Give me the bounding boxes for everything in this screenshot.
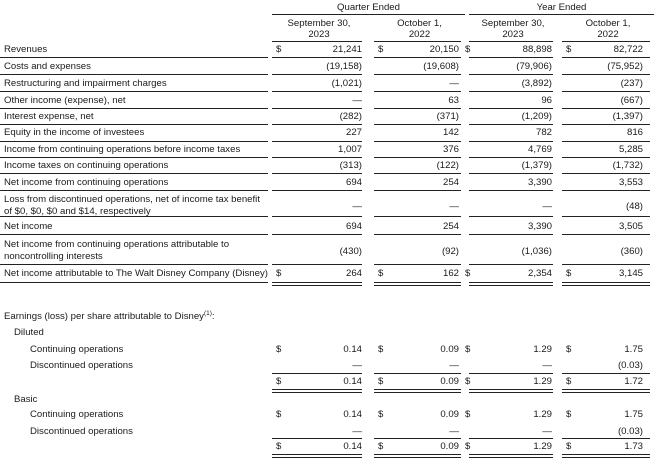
row-value: (1,036) (521, 246, 552, 257)
eps-basic-discontinued-value: — (542, 426, 552, 437)
eps-basic-total-value: 0.14 (343, 441, 362, 452)
eps-basic-total-value: 1.73 (624, 441, 643, 452)
row-value: (1,209) (521, 111, 552, 122)
currency-symbol: $ (378, 441, 384, 452)
row-label-line2: noncontrolling interests (4, 251, 103, 262)
total-double-rule-b-1 (374, 285, 461, 286)
column-header-rule-3 (469, 41, 553, 42)
row-label-rule-11 (0, 264, 268, 265)
currency-symbol: $ (378, 409, 384, 420)
row-label: Equity in the income of investees (4, 127, 145, 138)
eps-diluted-subtotal-rule-3 (562, 373, 650, 374)
currency-symbol: $ (378, 268, 384, 279)
currency-symbol: $ (566, 376, 572, 387)
eps-basic-label: Basic (14, 394, 38, 405)
eps-diluted-continuing-value: 1.29 (533, 344, 552, 355)
row-rule-5-0 (272, 141, 362, 142)
row-value: 227 (345, 127, 362, 138)
row-label-rule-9 (0, 216, 268, 217)
row-value: 264 (345, 268, 362, 279)
eps-basic-total-rule-a-0 (272, 454, 362, 455)
currency-symbol: $ (465, 409, 471, 420)
row-label-rule-10 (0, 234, 268, 235)
row-value: (92) (441, 246, 459, 257)
eps-basic-total-rule-a-3 (562, 454, 650, 455)
eps-diluted-discontinued-value: (0.03) (617, 360, 643, 371)
row-rule-3-3 (562, 108, 650, 109)
row-value: 694 (345, 177, 362, 188)
row-rule-4-2 (469, 124, 553, 125)
row-label: Net income from continuing operations (4, 177, 169, 188)
eps-diluted-continuing-value: 1.75 (624, 344, 643, 355)
row-value: 20,150 (429, 44, 459, 55)
row-value: (360) (620, 246, 643, 257)
row-value: 3,390 (527, 221, 552, 232)
currency-symbol: $ (465, 268, 471, 279)
row-rule-8-2 (469, 190, 553, 191)
eps-diluted-subtotal-rule-1 (374, 373, 461, 374)
row-value: (19,158) (326, 61, 362, 72)
row-value: 376 (442, 144, 459, 155)
currency-symbol: $ (276, 44, 282, 55)
total-double-rule-b-2 (469, 285, 553, 286)
currency-symbol: $ (566, 441, 572, 452)
row-rule-4-3 (562, 124, 650, 125)
row-rule-6-2 (469, 157, 553, 158)
row-rule-8-1 (374, 190, 461, 191)
header-quarter-rule (272, 14, 465, 15)
row-value: 63 (448, 95, 459, 106)
row-rule-10-3 (562, 234, 650, 235)
currency-symbol: $ (276, 441, 282, 452)
row-rule-2-3 (562, 91, 650, 92)
eps-diluted-total-rule-a-1 (374, 389, 461, 390)
row-rule-7-1 (374, 173, 461, 174)
row-rule-2-1 (374, 91, 461, 92)
row-rule-3-1 (374, 108, 461, 109)
currency-symbol: $ (465, 344, 471, 355)
row-rule-1-3 (562, 74, 650, 75)
total-double-rule-a-0 (272, 282, 362, 283)
row-value: (1,732) (612, 160, 643, 171)
row-label: Net income (4, 221, 53, 232)
row-rule-7-0 (272, 173, 362, 174)
row-label: Interest expense, net (4, 111, 94, 122)
row-rule-2-2 (469, 91, 553, 92)
row-value: 782 (535, 127, 552, 138)
row-rule-11-1 (374, 264, 461, 265)
row-label-rule-0 (0, 57, 268, 58)
column-header-date-3: September 30, (481, 18, 545, 29)
row-label-rule-1 (0, 74, 268, 75)
currency-symbol: $ (378, 44, 384, 55)
row-rule-0-0 (272, 57, 362, 58)
column-header-year-3: 2023 (502, 29, 524, 40)
row-label-rule-2 (0, 91, 268, 92)
row-label: Income from continuing operations before income taxes (4, 144, 241, 155)
eps-diluted-discontinued-value: — (449, 360, 459, 371)
eps-diluted-total-value: 1.29 (533, 376, 552, 387)
row-value: (371) (436, 111, 459, 122)
eps-diluted-continuing-value: 0.14 (343, 344, 362, 355)
currency-symbol: $ (378, 376, 384, 387)
eps-diluted-label: Diluted (14, 327, 44, 338)
row-rule-10-1 (374, 234, 461, 235)
total-double-rule-a-2 (469, 282, 553, 283)
row-value: (1,379) (521, 160, 552, 171)
header-year-rule (469, 14, 654, 15)
row-value: 4,769 (527, 144, 552, 155)
eps-diluted-total-rule-a-2 (469, 389, 553, 390)
row-label-rule-6 (0, 157, 268, 158)
row-rule-8-3 (562, 190, 650, 191)
currency-symbol: $ (276, 268, 282, 279)
row-label-rule-8 (0, 190, 268, 191)
eps-diluted-discontinued-value: — (542, 360, 552, 371)
row-rule-5-3 (562, 141, 650, 142)
row-rule-2-0 (272, 91, 362, 92)
eps-basic-continuing-label: Continuing operations (30, 409, 124, 420)
row-rule-1-1 (374, 74, 461, 75)
eps-diluted-total-value: 0.09 (440, 376, 459, 387)
row-label: Net income attributable to The Walt Disney Company (Disney) (4, 268, 268, 279)
eps-diluted-total-rule-b-0 (272, 392, 362, 393)
row-rule-1-2 (469, 74, 553, 75)
row-label-rule-4 (0, 124, 268, 125)
eps-diluted-total-value: 1.72 (624, 376, 643, 387)
column-header-rule-1 (272, 41, 362, 42)
row-value: (313) (339, 160, 362, 171)
eps-basic-total-rule-b-3 (562, 457, 650, 458)
eps-diluted-subtotal-rule-0 (272, 373, 362, 374)
eps-basic-total-value: 1.29 (533, 441, 552, 452)
row-value: (237) (620, 78, 643, 89)
row-value: — (449, 78, 459, 89)
column-header-date-4: October 1, (585, 18, 631, 29)
total-label-rule (0, 282, 268, 283)
row-rule-3-0 (272, 108, 362, 109)
row-label-line1: Loss from discontinued operations, net of income tax benefit (4, 194, 260, 205)
eps-diluted-total-rule-b-3 (562, 392, 650, 393)
currency-symbol: $ (465, 44, 471, 55)
currency-symbol: $ (566, 409, 572, 420)
row-rule-11-0 (272, 264, 362, 265)
total-double-rule-a-1 (374, 282, 461, 283)
eps-section-title (4, 310, 215, 322)
eps-diluted-discontinued-label: Discontinued operations (30, 360, 133, 371)
eps-title-footnote: (1) (203, 310, 212, 317)
eps-diluted-discontinued-value: — (352, 360, 362, 371)
row-rule-10-0 (272, 234, 362, 235)
row-value: 3,390 (527, 177, 552, 188)
currency-symbol: $ (378, 344, 384, 355)
row-value: (79,906) (516, 61, 552, 72)
eps-title-suffix: : (211, 311, 215, 323)
eps-basic-total-rule-a-1 (374, 454, 461, 455)
eps-diluted-continuing-label: Continuing operations (30, 344, 124, 355)
row-value: — (449, 201, 459, 212)
row-rule-4-1 (374, 124, 461, 125)
eps-basic-total-value: 0.09 (440, 441, 459, 452)
eps-basic-subtotal-rule-0 (272, 438, 362, 439)
row-value: 5,285 (618, 144, 643, 155)
column-header-year-4: 2022 (597, 29, 619, 40)
eps-diluted-total-rule-b-2 (469, 392, 553, 393)
row-value: 162 (442, 268, 459, 279)
row-rule-6-0 (272, 157, 362, 158)
currency-symbol: $ (276, 409, 282, 420)
eps-basic-continuing-value: 1.29 (533, 409, 552, 420)
row-value: (1,397) (612, 111, 643, 122)
row-rule-0-1 (374, 57, 461, 58)
column-header-date-2: October 1, (397, 18, 442, 29)
eps-diluted-total-rule-a-3 (562, 389, 650, 390)
row-rule-5-2 (469, 141, 553, 142)
eps-basic-discontinued-label: Discontinued operations (30, 426, 133, 437)
eps-basic-total-rule-a-2 (469, 454, 553, 455)
eps-basic-continuing-value: 0.14 (343, 409, 362, 420)
currency-symbol: $ (465, 441, 471, 452)
row-rule-10-2 (469, 234, 553, 235)
total-double-rule-b-3 (562, 285, 650, 286)
row-rule-9-0 (272, 216, 362, 217)
row-rule-11-3 (562, 264, 650, 265)
currency-symbol: $ (276, 376, 282, 387)
row-rule-3-2 (469, 108, 553, 109)
row-rule-6-3 (562, 157, 650, 158)
column-header-year-2: 2022 (408, 29, 431, 40)
row-value: 3,553 (618, 177, 643, 188)
row-value: 254 (442, 177, 459, 188)
row-value: (282) (339, 111, 362, 122)
row-value: — (542, 201, 552, 212)
row-rule-0-2 (469, 57, 553, 58)
row-value: 21,241 (332, 44, 362, 55)
row-label-line1: Net income from continuing operations attributable to (4, 239, 230, 250)
eps-basic-total-rule-b-0 (272, 457, 362, 458)
row-rule-9-1 (374, 216, 461, 217)
row-value: (1,021) (331, 78, 362, 89)
row-label-rule-7 (0, 173, 268, 174)
row-rule-11-2 (469, 264, 553, 265)
currency-symbol: $ (566, 268, 572, 279)
column-header-year-1: 2023 (308, 29, 330, 40)
currency-symbol: $ (566, 344, 572, 355)
total-double-rule-b-0 (272, 285, 362, 286)
eps-diluted-total-rule-b-1 (374, 392, 461, 393)
eps-basic-discontinued-value: — (449, 426, 459, 437)
eps-basic-continuing-value: 1.75 (624, 409, 643, 420)
row-label-line2: of $0, $0, $0 and $14, respectively (4, 206, 151, 217)
row-rule-5-1 (374, 141, 461, 142)
row-value: (75,952) (607, 61, 643, 72)
eps-basic-discontinued-value: (0.03) (617, 426, 643, 437)
row-value: 694 (345, 221, 362, 232)
header-quarter-ended: Quarter Ended (337, 2, 400, 13)
currency-symbol: $ (566, 44, 572, 55)
total-double-rule-a-3 (562, 282, 650, 283)
row-value: 3,505 (618, 221, 643, 232)
row-rule-4-0 (272, 124, 362, 125)
row-value: 82,722 (613, 44, 643, 55)
row-value: 96 (541, 95, 552, 106)
row-rule-1-0 (272, 74, 362, 75)
row-value: 816 (626, 127, 643, 138)
currency-symbol: $ (465, 376, 471, 387)
row-label: Costs and expenses (4, 61, 91, 72)
row-value: 254 (442, 221, 459, 232)
row-value: 1,007 (337, 144, 362, 155)
row-value: (430) (339, 246, 362, 257)
row-value: (667) (620, 95, 643, 106)
eps-diluted-continuing-value: 0.09 (440, 344, 459, 355)
row-label: Revenues (4, 44, 48, 55)
row-value: (48) (625, 201, 643, 212)
row-label-rule-5 (0, 141, 268, 142)
row-label: Income taxes on continuing operations (4, 160, 169, 171)
row-value: 88,898 (522, 44, 552, 55)
column-header-rule-4 (562, 41, 650, 42)
eps-basic-subtotal-rule-1 (374, 438, 461, 439)
eps-basic-total-rule-b-1 (374, 457, 461, 458)
row-value: 142 (442, 127, 459, 138)
eps-diluted-total-value: 0.14 (343, 376, 362, 387)
row-value: 2,354 (527, 268, 552, 279)
row-rule-7-2 (469, 173, 553, 174)
row-value: 3,145 (618, 268, 643, 279)
row-rule-9-2 (469, 216, 553, 217)
row-value: — (352, 201, 362, 212)
row-value: (3,892) (521, 78, 552, 89)
row-rule-9-3 (562, 216, 650, 217)
eps-basic-subtotal-rule-2 (469, 438, 553, 439)
eps-basic-continuing-value: 0.09 (440, 409, 459, 420)
eps-basic-subtotal-rule-3 (562, 438, 650, 439)
row-rule-8-0 (272, 190, 362, 191)
currency-symbol: $ (276, 344, 282, 355)
column-header-date-1: September 30, (287, 18, 351, 29)
row-value: (122) (436, 160, 459, 171)
row-value: — (352, 95, 362, 106)
row-rule-7-3 (562, 173, 650, 174)
row-label: Restructuring and impairment charges (4, 78, 167, 89)
row-value: (19,608) (423, 61, 459, 72)
row-label: Other income (expense), net (4, 95, 126, 106)
eps-basic-total-rule-b-2 (469, 457, 553, 458)
header-year-ended: Year Ended (536, 2, 587, 13)
column-header-rule-2 (374, 41, 461, 42)
row-rule-6-1 (374, 157, 461, 158)
row-label-rule-3 (0, 108, 268, 109)
eps-basic-discontinued-value: — (352, 426, 362, 437)
eps-title-text: Earnings (loss) per share attributable to Disney (4, 311, 204, 323)
row-rule-0-3 (562, 57, 650, 58)
eps-diluted-subtotal-rule-2 (469, 373, 553, 374)
eps-diluted-total-rule-a-0 (272, 389, 362, 390)
